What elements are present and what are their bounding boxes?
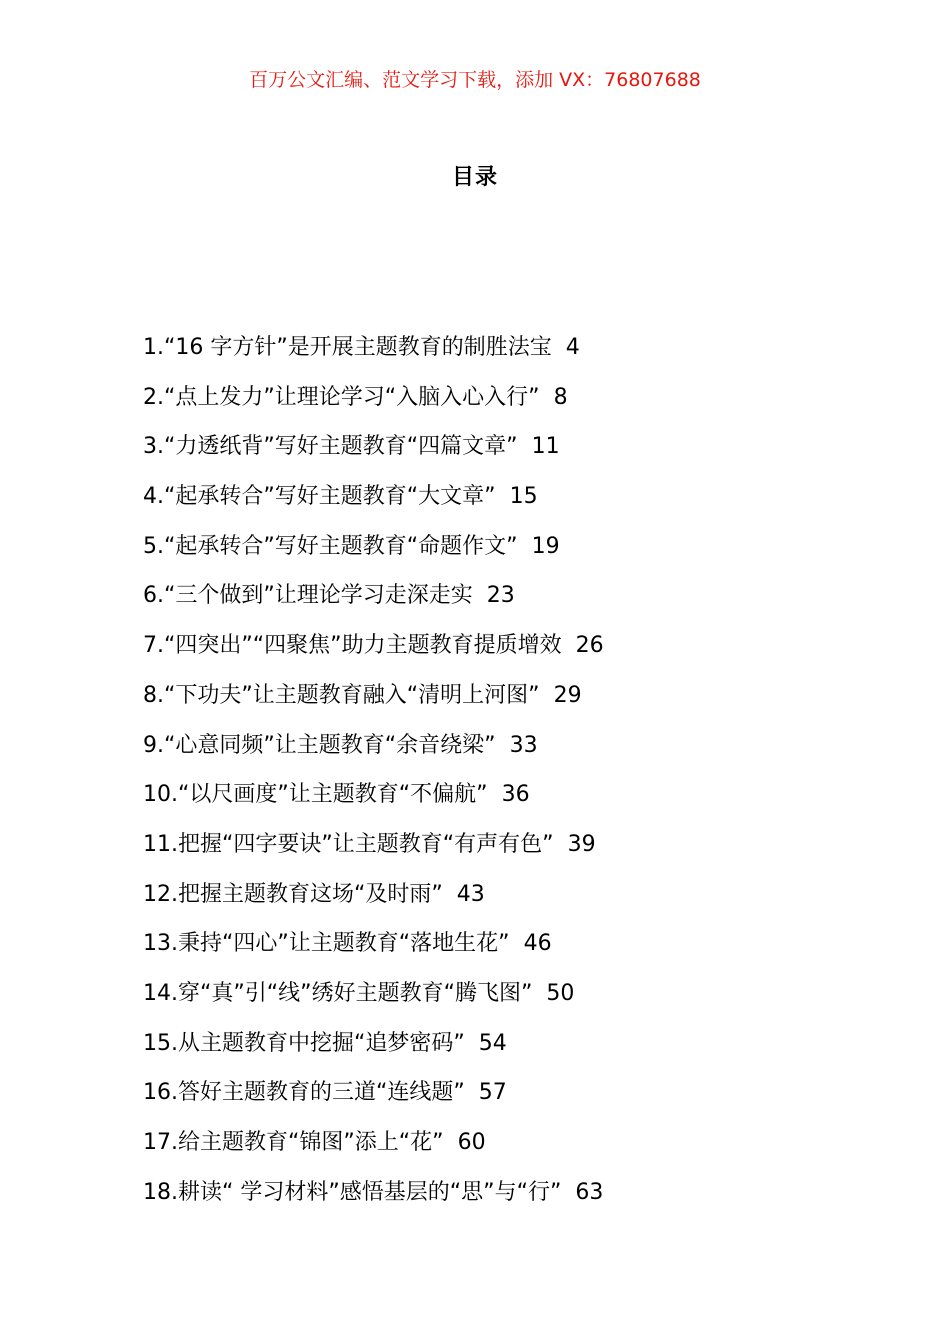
toc-item-page-number: 4 xyxy=(565,335,580,360)
toc-item xyxy=(143,529,923,579)
toc-item xyxy=(143,380,923,430)
toc-item-title: 4.“起承转合”写好主题教育“大文章” xyxy=(143,484,496,510)
toc-item-page-number: 23 xyxy=(486,583,515,609)
toc-item-page-number: 29 xyxy=(553,682,582,708)
toc-item-page-number: 50 xyxy=(546,980,575,1006)
toc-item-title: 11.把握“四字要诀”让主题教育“有声有色” xyxy=(143,831,554,857)
toc-item-title: 1.“16 字方针”是开展主题教育的制胜法宝 xyxy=(143,335,552,360)
toc-item xyxy=(143,777,923,827)
toc-item-page-number: 11 xyxy=(531,434,560,460)
toc-item-page-number: 63 xyxy=(575,1179,604,1205)
toc-item-title: 8.“下功夫”让主题教育融入“清明上河图” xyxy=(143,682,540,708)
toc-item xyxy=(143,827,923,877)
toc-item-title: 18.耕读“ 学习材料”感悟基层的“思”与“行” xyxy=(143,1179,562,1205)
toc-item xyxy=(143,628,923,678)
toc-item-title: 9.“心意同频”让主题教育“余音绕梁” xyxy=(143,732,496,758)
toc-item xyxy=(143,330,923,380)
toc-item-title: 12.把握主题教育这场“及时雨” xyxy=(143,881,443,907)
page-title: 目录 xyxy=(451,165,498,190)
toc-item-page-number: 33 xyxy=(509,732,538,758)
toc-item-title: 14.穿“真”引“线”绣好主题教育“腾飞图” xyxy=(143,980,533,1006)
toc-item-title: 7.“四突出”“四聚焦”助力主题教育提质增效 xyxy=(143,633,562,659)
toc-item-title: 13.秉持“四心”让主题教育“落地生花” xyxy=(143,931,510,957)
toc-item-page-number: 8 xyxy=(553,384,568,410)
toc-item xyxy=(143,1075,923,1125)
toc-item-page-number: 26 xyxy=(575,633,604,659)
toc-item xyxy=(143,578,923,628)
toc-item-page-number: 39 xyxy=(567,831,596,857)
toc-item xyxy=(143,678,923,728)
toc-item-page-number: 60 xyxy=(457,1130,486,1155)
toc-item xyxy=(143,976,923,1026)
toc-item xyxy=(143,1175,923,1225)
toc-item-title: 5.“起承转合”写好主题教育“命题作文” xyxy=(143,533,518,559)
toc-item xyxy=(143,926,923,976)
toc-item-page-number: 54 xyxy=(478,1030,507,1056)
toc-item-title: 15.从主题教育中挖掘“追梦密码” xyxy=(143,1030,465,1056)
toc-item-title: 6.“三个做到”让理论学习走深走实 xyxy=(143,583,473,609)
toc-item xyxy=(143,728,923,778)
toc-item-page-number: 46 xyxy=(523,931,552,957)
toc-item xyxy=(143,1125,923,1175)
toc-item-title: 3.“力透纸背”写好主题教育“四篇文章” xyxy=(143,434,518,460)
toc-item xyxy=(143,877,923,927)
toc-item xyxy=(143,429,923,479)
toc-item-page-number: 57 xyxy=(478,1080,507,1106)
toc-item xyxy=(143,1026,923,1076)
toc-item-title: 17.给主题教育“锦图”添上“花” xyxy=(143,1130,444,1155)
toc-list xyxy=(143,330,923,1224)
toc-item-page-number: 15 xyxy=(509,484,538,510)
header-banner: 百万公文汇编、范文学习下载，添加 VX：76807688 xyxy=(249,69,701,91)
toc-item-page-number: 43 xyxy=(456,881,485,907)
toc-item-page-number: 36 xyxy=(501,782,530,808)
toc-item xyxy=(143,479,923,529)
toc-item-title: 2.“点上发力”让理论学习“入脑入心入行” xyxy=(143,384,540,410)
toc-item-page-number: 19 xyxy=(531,533,560,559)
toc-item-title: 16.答好主题教育的三道“连线题” xyxy=(143,1080,465,1106)
toc-item-title: 10.“以尺画度”让主题教育“不偏航” xyxy=(143,782,488,808)
